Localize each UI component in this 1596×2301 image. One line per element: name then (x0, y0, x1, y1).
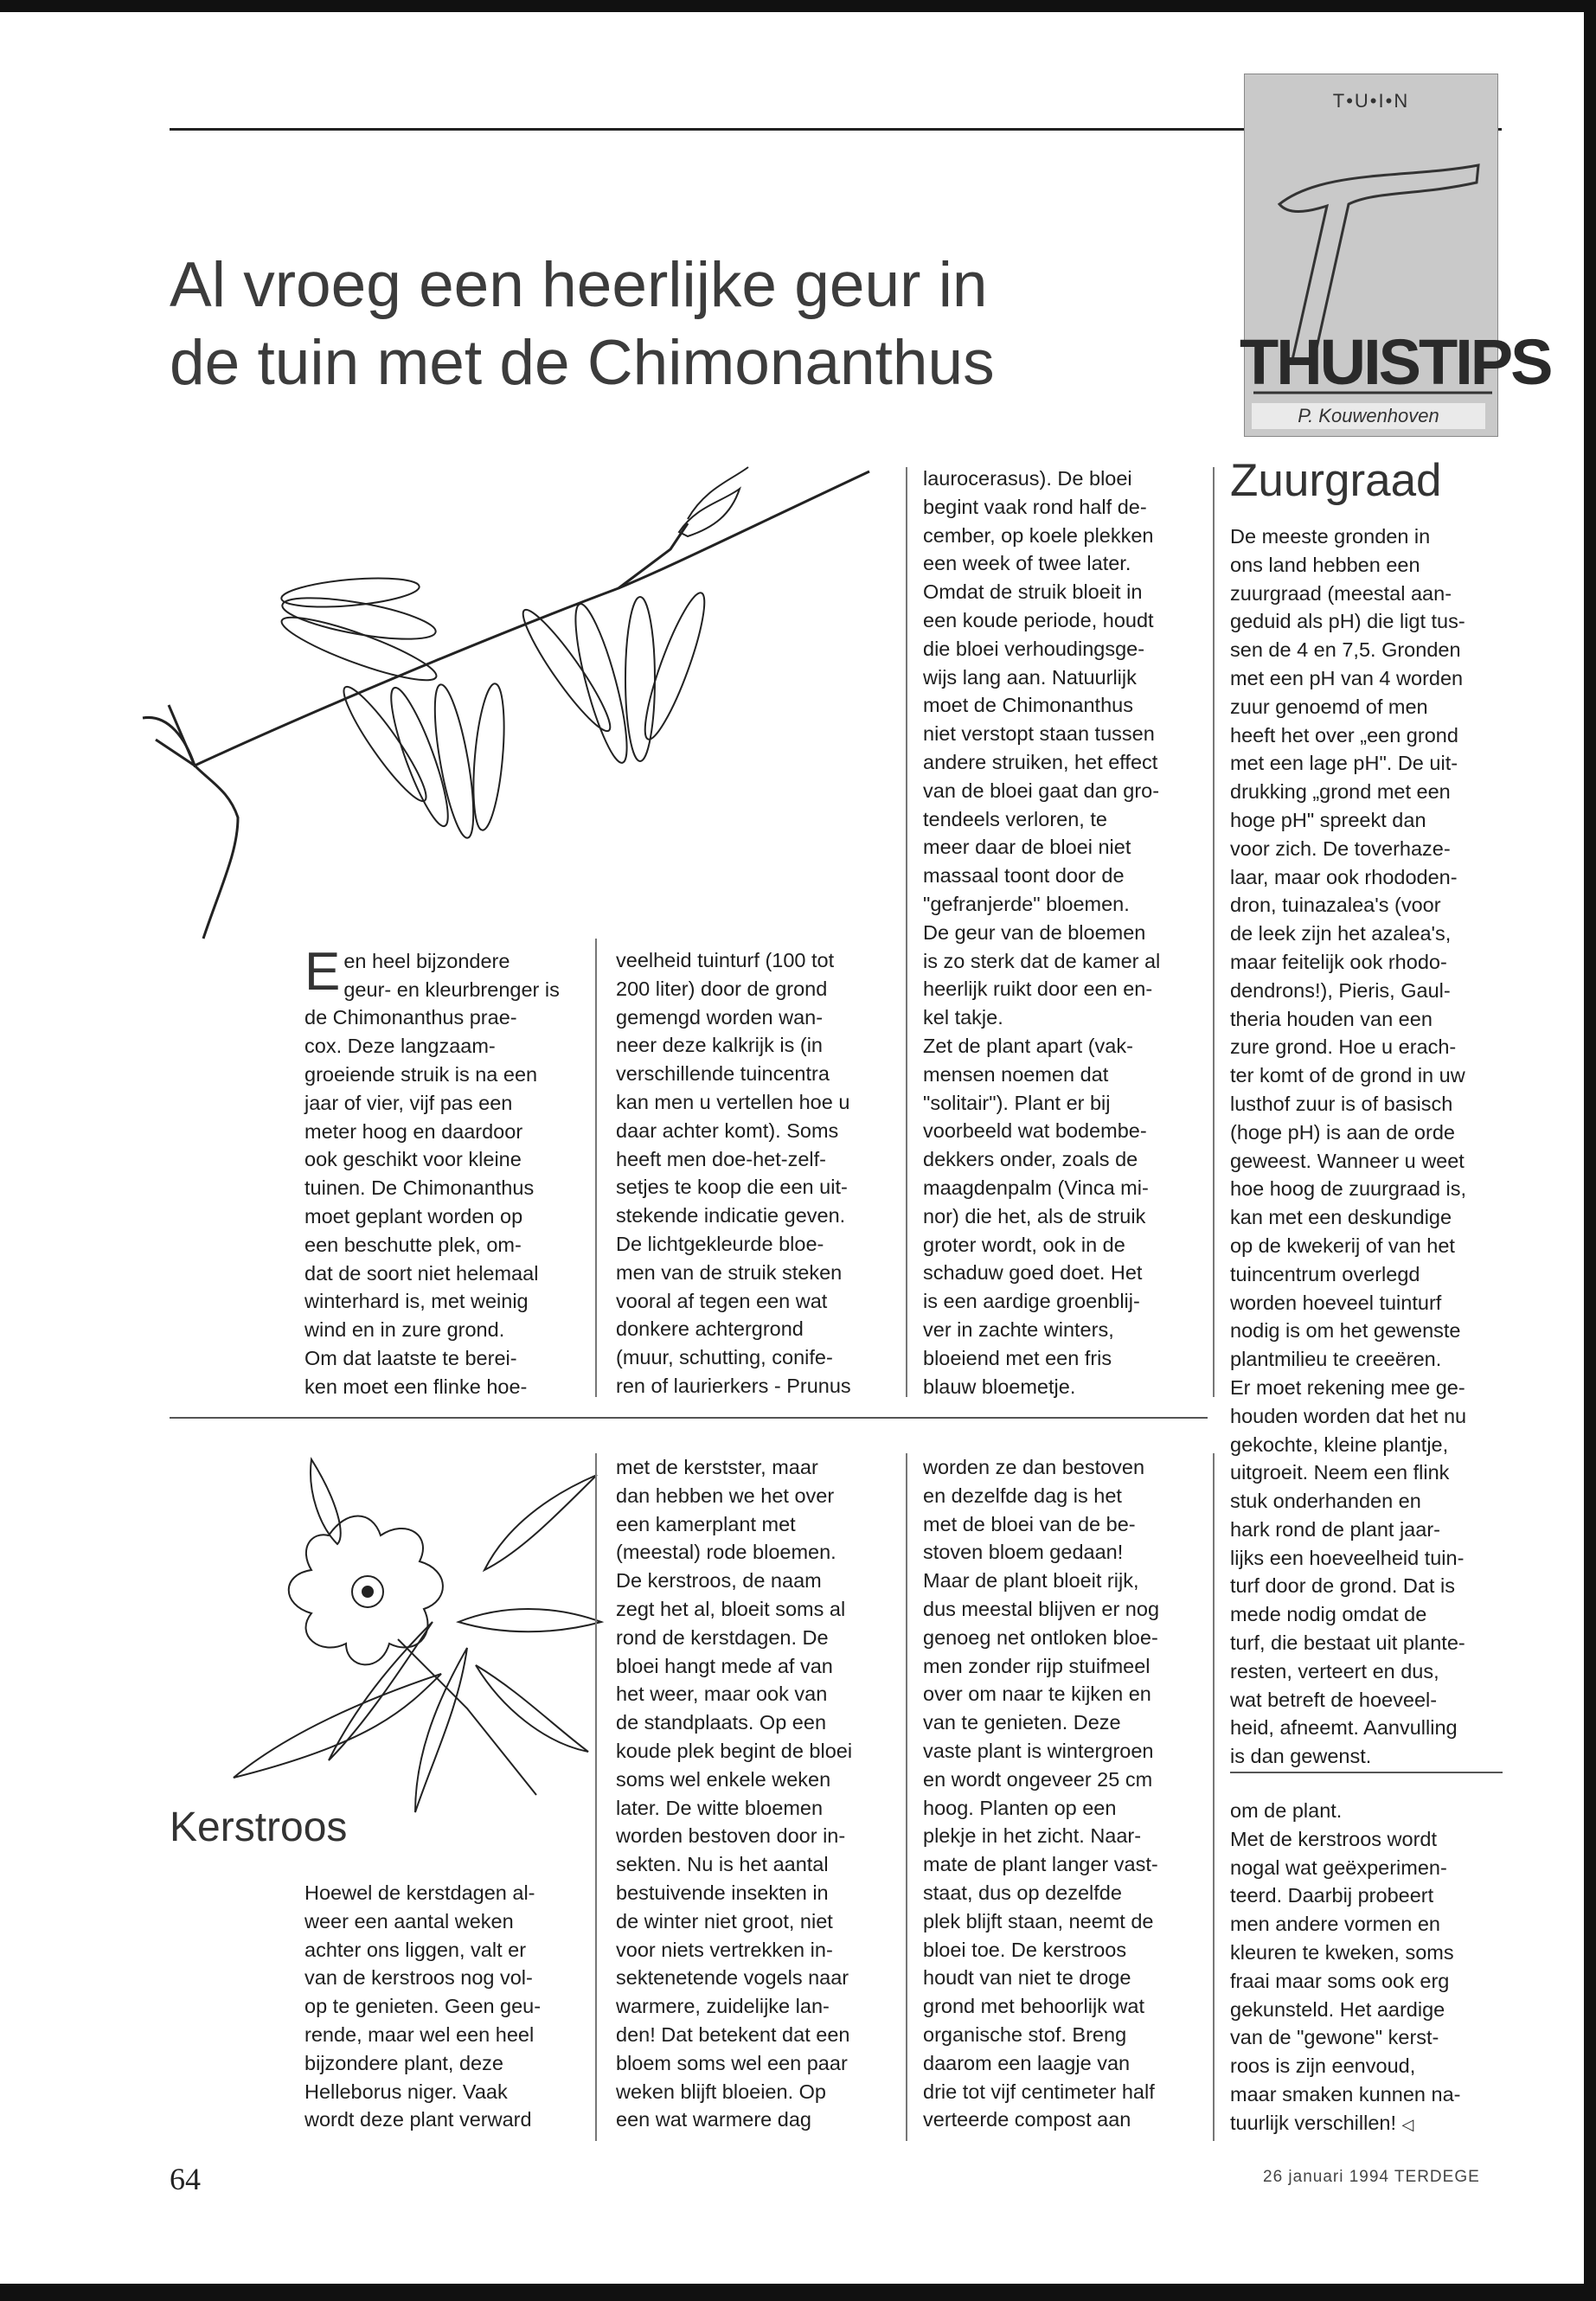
author-name: P. Kouwenhoven (1252, 403, 1485, 429)
column-divider (595, 1453, 597, 2141)
kerstroos-column-3: worden ze dan bestoven en dezelfde dag is het met de bloei van de be- stoven bloem gedaan! Maar de plant bloeit rijk, dus meestal blijven er nog genoeg net ontloken bloe- men zonder rijp stuifmeel over om naar te kijken en van te genieten. Deze vaste plant is wintergroen en wordt ongeveer 25 cm hoog. Planten op een plekje in het zicht. Naar- mate de plant langer vast- staat, dus op dezelfde plek blijft staan, neemt de bloei toe. De kerstroos houdt van niet te droge grond met behoorlijk wat organische stof. Breng daarom een laagje van drie tot vijf centimeter half verteerde compost aan (923, 1456, 1160, 2131)
kerstroos-column-1: Hoewel de kerstdagen al- weer een aantal weken achter ons liggen, valt er van de kerstroos nog vol- op te genieten. Geen geu- rende, maar wel een heel bijzondere plant, deze Helleborus niger. Vaak wordt deze plant verward (304, 1881, 542, 2131)
page-number: 64 (170, 2162, 201, 2196)
column-divider (906, 467, 907, 1397)
article-column-1 (304, 919, 581, 1401)
kerstroos-column-4-text: om de plant. Met de kerstroos wordt nogal wat geëxperimen- teerd. Daarbij probeert men andere vormen en kleuren te kweken, soms fraai maar soms ook erg gekunsteld. Het aardige van de "gewone" kerst- roos is zijn eenvoud, maar smaken kunnen na- tuurlijk verschillen! (1230, 1799, 1461, 2134)
column-divider (595, 939, 597, 1397)
column-divider (1213, 467, 1215, 1397)
kerstroos-illustration (208, 1449, 606, 1821)
section-title-kerstroos: Kerstroos (170, 1804, 348, 1850)
issue-footer: 26 januari 1994 TERDEGE (1263, 2168, 1480, 2186)
thuistips-logo (1240, 74, 1551, 437)
kerstroos-column-2: met de kerstster, maar dan hebben we het over een kamerplant met (meestal) rode bloemen. De kerstroos, de naam zegt het al, bloeit soms al rond de kerstdagen. De bloei hangt mede af van het weer, maar ook van de standplaats. Op een koude plek begint de bloei soms wel enkele weken later. De witte bloemen worden bestoven door in- sekten. Nu is het aantal bestuivende insekten in de winter niet groot, niet voor niets vertrekken in- sektenetende vogels naar warmere, zuidelijke lan- den! Dat betekent dat een bloem soms wel een paar weken blijft bloeien. Op een wat warmere dag (616, 1456, 853, 2131)
logo-wordmark: THUISTIPS (1240, 326, 1551, 398)
zuurgraad-text: De meeste gronden in ons land hebben een zuurgraad (meestal aan- geduid als pH) die ligt tus- sen de 4 en 7,5. Gronden met een pH van 4 worden zuur genoemd of men heeft het over „een grond met een lage pH". De uit- drukking „grond met een hoge pH" spreekt dan voor zich. De toverhaze- laar, maar ook rhododen- dron, tuinazalea's (voor de leek zijn het azalea's, maar feitelijk ook rhodo- dendrons!), Pieris, Gaul- theria houden van een zure grond. Hoe u erach- ter komt of de grond in uw lusthof zuur is of basisch (hoge pH) is aan de orde geweest. Wanneer u weet hoe hoog de zuurgraad is, kan met een deskundige op de kwekerij of van het tuincentrum overlegd worden hoeveel tuinturf nodig is om het gewenste plantmilieu te creeëren. Er moet rekening mee ge- houden worden dat het nu gekochte, kleine plantje, uitgroeit. Neem een flink stuk onderhanden en hark rond de plant jaar- lijks een hoeveelheid tuin- turf door de grond. Dat is mede nodig omdat de turf, die bestaat uit plante- resten, verteert en dus, wat betreft de hoeveel- heid, afneemt. Aanvulling is dan gewenst. (1230, 525, 1467, 1768)
column-divider (906, 1453, 907, 2141)
chimonanthus-branch-illustration (134, 454, 895, 956)
end-of-article-icon: ◁ (1401, 2115, 1414, 2133)
page-border-bottom (0, 2284, 1596, 2301)
page-border-top (0, 0, 1596, 12)
article-column-3: laurocerasus). De bloei begint vaak rond half de- cember, op koele plekken een week of twee later. Omdat de struik bloeit in een koude periode, houdt die bloei verhoudingsge- wijs lang aan. Natuurlijk moet de Chimonanthus niet verstopt staan tussen andere struiken, het effect van de bloei gaat dan gro- tendeels verloren, te meer daar de bloei niet massaal toont door de "gefranjerde" bloemen. De geur van de bloemen is zo sterk dat de kamer al heerlijk ruikt door een en- kel takje. Zet de plant apart (vak- mensen noemen dat "solitair"). Plant er bij voorbeeld wat bodembe- dekkers onder, zoals de maagdenpalm (Vinca mi- nor) die het, als de struik groter wordt, ook in de schaduw goed doet. Het is een aardige groenblij- ver in zachte winters, bloeiend met een fris blauw bloemetje. (923, 467, 1161, 1398)
section-rule (170, 1417, 1208, 1419)
article-column-2: veelheid tuinturf (100 tot 200 liter) door de grond gemengd worden wan- neer deze kalkrijk is (in verschillende tuincentra kan men u vertellen hoe u daar achter komt). Soms heeft men doe-het-zelf- setjes te koop die een uit- stekende indicatie geven. De lichtgekleurde bloe- men van de struik steken vooral af tegen een wat donkere achtergrond (muur, schutting, conife- ren of laurierkers - Prunus (616, 949, 851, 1397)
section-title-zuurgraad: Zuurgraad (1230, 455, 1442, 506)
drop-cap: E (304, 941, 341, 1002)
kerstroos-column-4 (1230, 1797, 1516, 2139)
article-column-1-text: en heel bijzondere geur- en kleurbrenger is de Chimonanthus prae- cox. Deze langzaam- groeiende struik is na een jaar of vier, vijf pas een meter hoog en daardoor ook geschikt voor kleine tuinen. De Chimonanthus moet geplant worden op een beschutte plek, om- dat de soort niet helemaal winterhard is, met weinig wind en in zure grond. Om dat laatste te berei- ken moet een flinke hoe- (304, 949, 560, 1398)
sidebar-rule (1230, 1772, 1503, 1773)
column-divider (1213, 1453, 1215, 2141)
logo-tuin-text: T•U•I•N (1332, 90, 1410, 112)
page-title: Al vroeg een heerlijke geur in de tuin met de Chimonanthus (170, 250, 995, 398)
page-border-right (1584, 0, 1596, 2301)
